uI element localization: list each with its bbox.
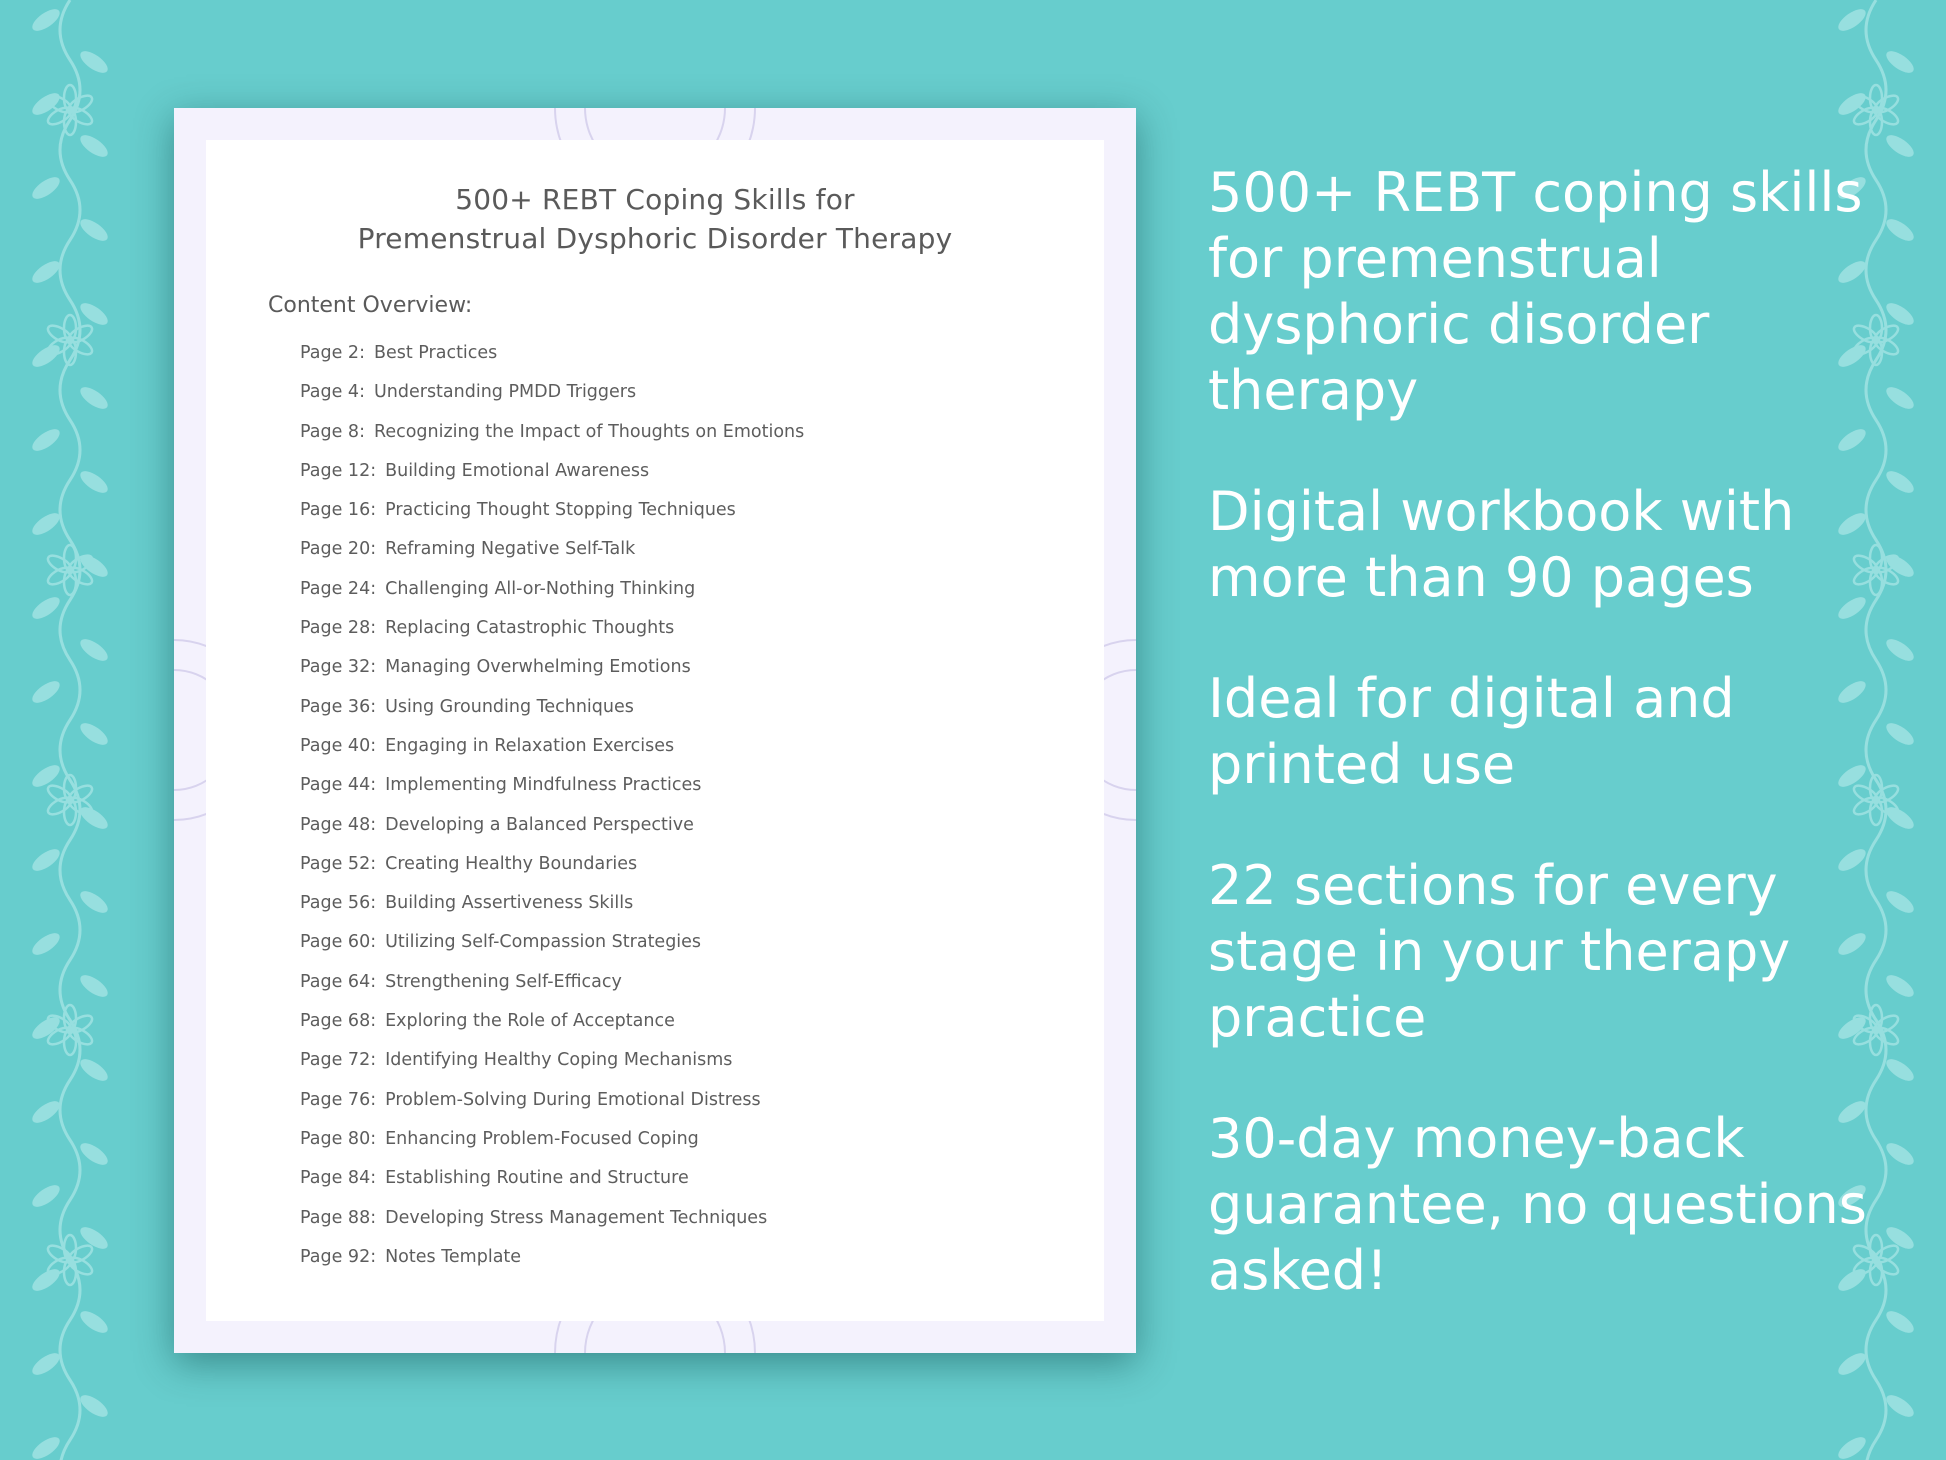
- toc-item: [300, 657, 804, 696]
- toc-page-number: Page 84:: [300, 1168, 377, 1189]
- toc-page-number: Page 12:: [300, 460, 377, 481]
- toc-section-title: Creating Healthy Boundaries: [385, 853, 638, 874]
- toc-item: [300, 1247, 804, 1286]
- toc-item: [300, 932, 804, 971]
- toc-page-number: Page 56:: [300, 893, 377, 914]
- toc-section-title: Replacing Catastrophic Thoughts: [385, 618, 675, 639]
- toc-page-number: Page 60:: [300, 932, 377, 953]
- toc-section-title: Engaging in Relaxation Exercises: [385, 735, 675, 756]
- toc-section-title: Best Practices: [373, 343, 498, 363]
- table-of-contents: [300, 343, 804, 1286]
- toc-item: [300, 618, 804, 657]
- toc-section-title: Understanding PMDD Triggers: [373, 382, 637, 403]
- toc-item: [300, 1090, 804, 1129]
- document-title-line-2: Premenstrual Dysphoric Disorder Therapy: [357, 222, 953, 255]
- feature-item: 22 sections for every stage in your therapy practice: [1208, 854, 1791, 1049]
- toc-page-number: Page 52:: [300, 853, 377, 874]
- document-title: [206, 180, 1104, 258]
- toc-item: [300, 343, 804, 382]
- feature-item: Ideal for digital and printed use: [1208, 667, 1735, 796]
- toc-page-number: Page 76:: [300, 1089, 377, 1110]
- toc-section-title: Practicing Thought Stopping Techniques: [385, 500, 736, 521]
- feature-item: Digital workbook with more than 90 pages: [1208, 480, 1795, 609]
- toc-page-number: Page 20:: [300, 539, 377, 560]
- toc-page-number: Page 28:: [300, 618, 377, 639]
- toc-item: [300, 736, 804, 775]
- toc-section-title: Problem-Solving During Emotional Distress: [385, 1089, 761, 1110]
- toc-item: [300, 815, 804, 854]
- toc-item: [300, 1050, 804, 1089]
- toc-page-number: Page 64:: [300, 971, 377, 992]
- toc-page-number: Page 68:: [300, 1011, 377, 1032]
- toc-item: [300, 382, 804, 421]
- toc-section-title: Reframing Negative Self-Talk: [385, 539, 636, 560]
- toc-page-number: Page 4:: [300, 382, 365, 403]
- toc-page-number: Page 2:: [300, 343, 365, 363]
- toc-section-title: Notes Template: [385, 1246, 522, 1267]
- toc-item: [300, 1168, 804, 1207]
- toc-item: [300, 579, 804, 618]
- toc-page-number: Page 88:: [300, 1207, 377, 1228]
- floral-vine-left-icon: [0, 0, 140, 1460]
- toc-item: [300, 893, 804, 932]
- toc-page-number: Page 24:: [300, 578, 377, 599]
- toc-item: [300, 854, 804, 893]
- toc-section-title: Utilizing Self-Compassion Strategies: [385, 932, 702, 953]
- toc-section-title: Managing Overwhelming Emotions: [385, 657, 691, 678]
- toc-section-title: Identifying Healthy Coping Mechanisms: [385, 1050, 733, 1071]
- content-overview-label: Content Overview:: [268, 293, 473, 318]
- toc-item: [300, 775, 804, 814]
- toc-section-title: Implementing Mindfulness Practices: [385, 775, 702, 796]
- document-content: [206, 140, 1104, 1321]
- toc-section-title: Building Assertiveness Skills: [385, 893, 634, 914]
- feature-item: 30-day money-back guarantee, no questions asked!: [1208, 1107, 1867, 1302]
- document-title-line-1: 500+ REBT Coping Skills for: [455, 183, 855, 216]
- toc-item: [300, 1208, 804, 1247]
- toc-page-number: Page 80:: [300, 1128, 377, 1149]
- toc-item: [300, 539, 804, 578]
- toc-section-title: Developing a Balanced Perspective: [385, 814, 694, 835]
- toc-section-title: Using Grounding Techniques: [385, 696, 634, 717]
- toc-section-title: Exploring the Role of Acceptance: [385, 1011, 675, 1032]
- toc-item: [300, 1129, 804, 1168]
- toc-page-number: Page 16:: [300, 500, 377, 521]
- toc-page-number: Page 72:: [300, 1050, 377, 1071]
- toc-section-title: Recognizing the Impact of Thoughts on Emotions: [373, 421, 805, 442]
- toc-page-number: Page 92:: [300, 1246, 377, 1267]
- feature-list: [1208, 160, 1868, 1304]
- toc-page-number: Page 48:: [300, 814, 377, 835]
- toc-section-title: Building Emotional Awareness: [385, 460, 650, 481]
- toc-page-number: Page 32:: [300, 657, 377, 678]
- toc-page-number: Page 36:: [300, 696, 377, 717]
- toc-item: [300, 972, 804, 1011]
- toc-item: [300, 500, 804, 539]
- toc-page-number: Page 8:: [300, 421, 365, 442]
- toc-section-title: Strengthening Self-Efficacy: [385, 971, 622, 992]
- feature-item: 500+ REBT coping skills for premenstrual dysphoric disorder therapy: [1208, 161, 1863, 422]
- toc-item: [300, 422, 804, 461]
- toc-section-title: Challenging All-or-Nothing Thinking: [385, 578, 696, 599]
- toc-section-title: Establishing Routine and Structure: [385, 1168, 689, 1189]
- toc-page-number: Page 44:: [300, 775, 377, 796]
- toc-section-title: Enhancing Problem-Focused Coping: [385, 1128, 699, 1149]
- toc-item: [300, 697, 804, 736]
- toc-section-title: Developing Stress Management Techniques: [385, 1207, 768, 1228]
- toc-item: [300, 1011, 804, 1050]
- toc-page-number: Page 40:: [300, 735, 377, 756]
- toc-item: [300, 461, 804, 500]
- document-preview: [174, 108, 1136, 1353]
